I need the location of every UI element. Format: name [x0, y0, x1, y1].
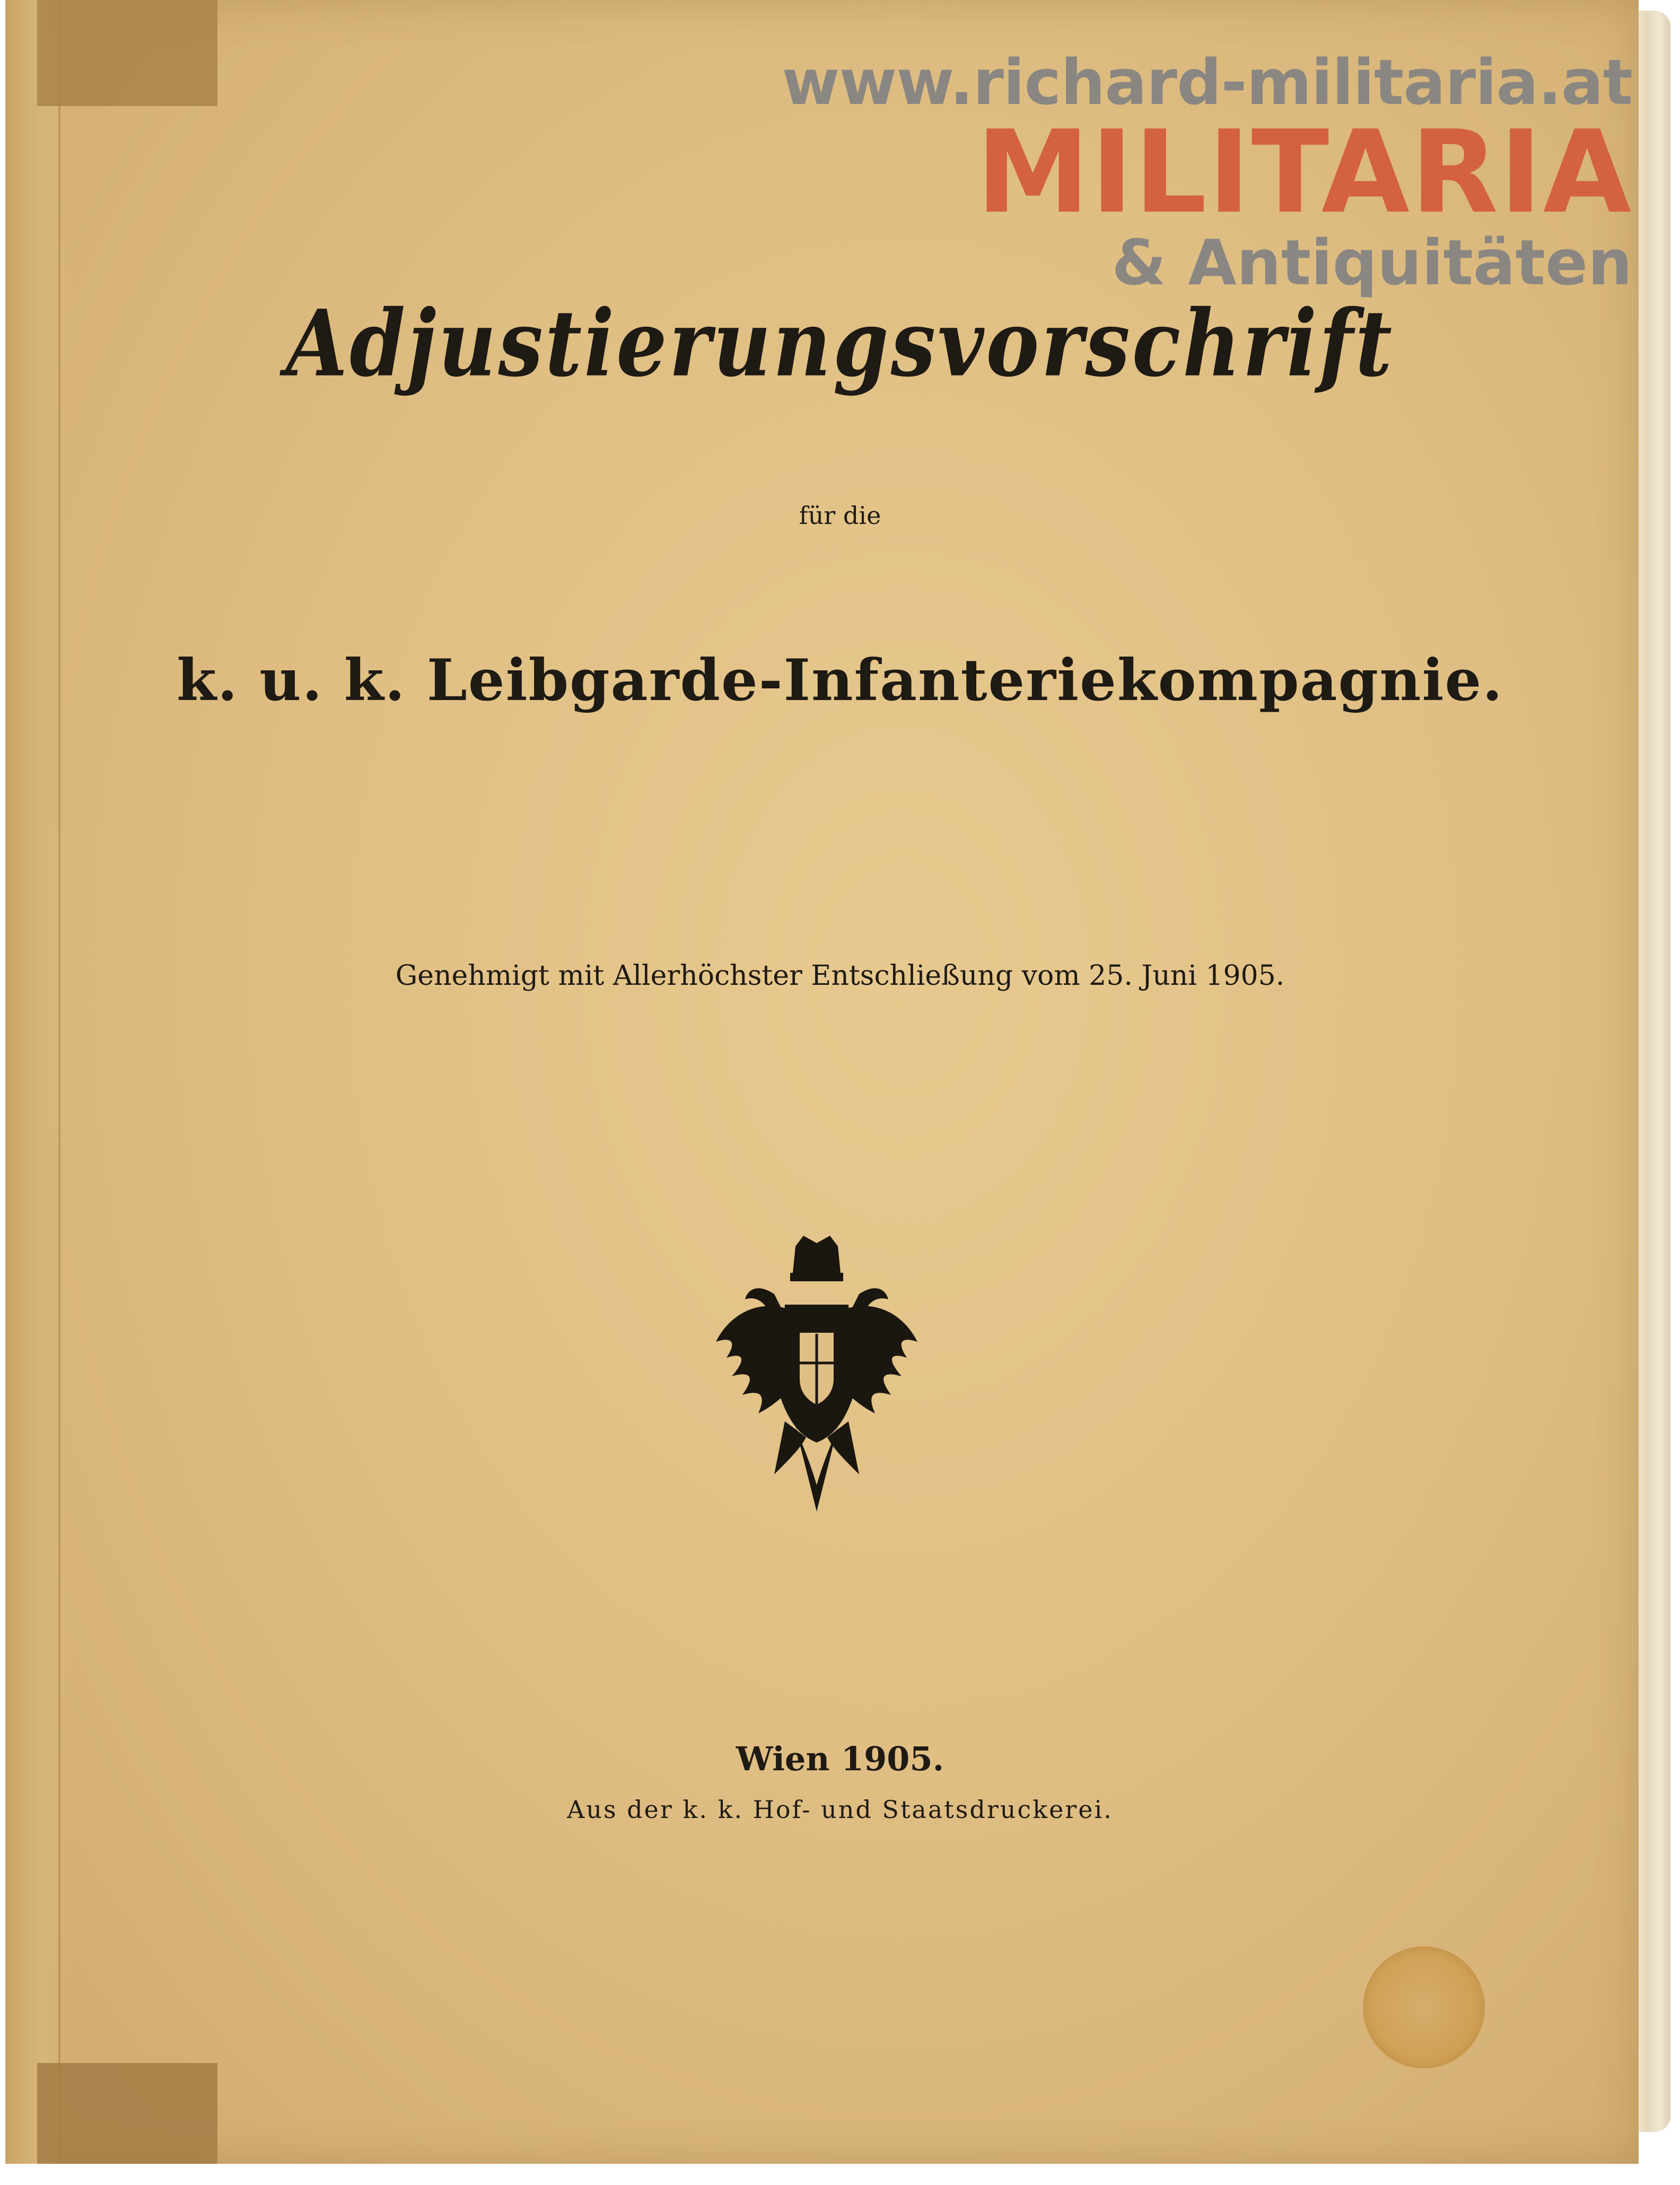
- double-headed-eagle-icon: [711, 1236, 923, 1511]
- cover-place-year: Wien 1905.: [736, 1740, 944, 1778]
- watermark-brand: MILITARIA: [976, 106, 1632, 239]
- cover-for-the: für die: [799, 501, 881, 530]
- watermark: [782, 48, 1632, 297]
- water-stain: [1363, 1946, 1485, 2068]
- tape-top: [37, 0, 217, 106]
- cover-title: Adjustierungsvorschrift: [285, 290, 1395, 398]
- cover-approval: Genehmigt mit Allerhöchster Entschließung vom 25. Juni 1905.: [395, 960, 1285, 992]
- cover-printer: Aus der k. k. Hof- und Staatsdruckerei.: [567, 1795, 1113, 1824]
- watermark-subtitle: & Antiquitäten: [1112, 226, 1632, 299]
- cover-unit: k. u. k. Leibgarde-Infanteriekompagnie.: [177, 647, 1503, 714]
- tape-bottom: [37, 2063, 217, 2164]
- watermark-url: www.richard-militaria.at: [782, 46, 1632, 119]
